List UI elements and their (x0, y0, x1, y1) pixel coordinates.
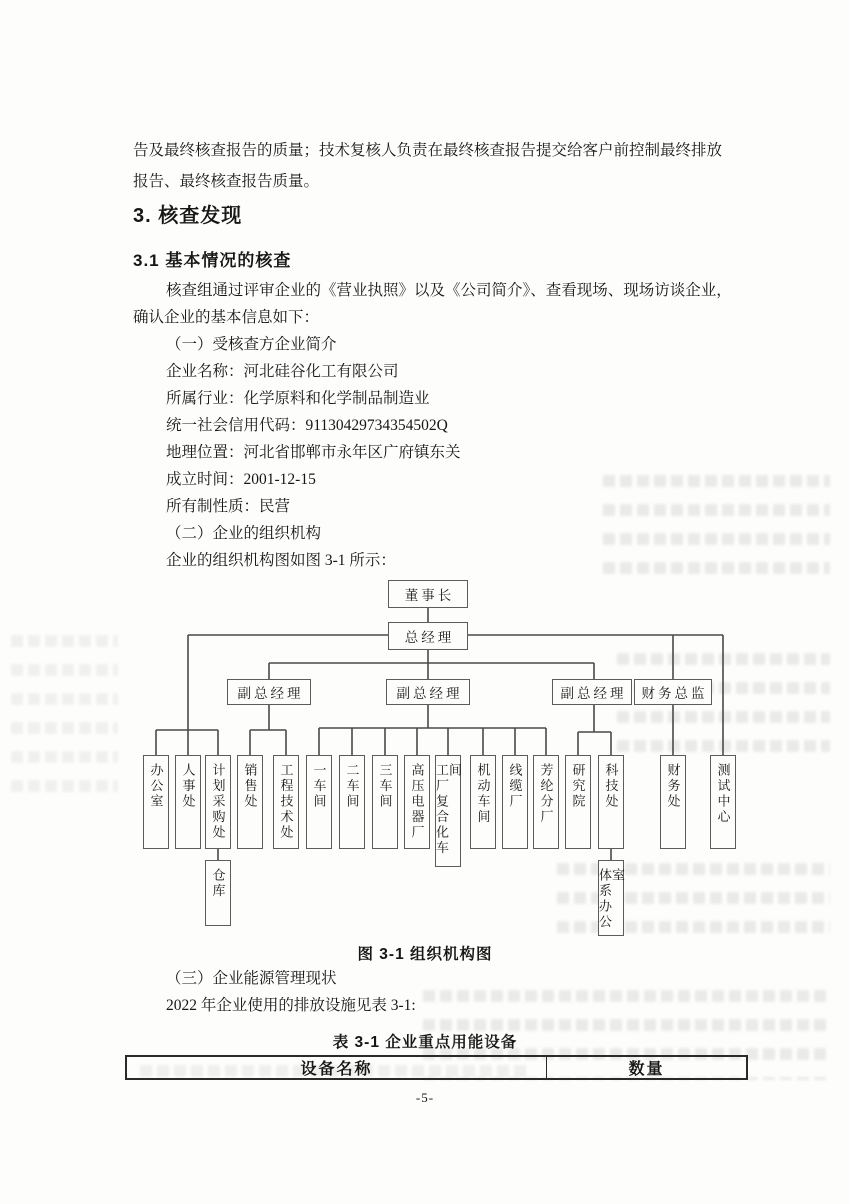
page-number: -5- (415, 1090, 435, 1105)
info-line: （一）受核查方企业简介 (166, 336, 337, 353)
org-dept-aramid-branch (533, 755, 559, 849)
section3-heading: （三）企业能源管理现状 (166, 970, 337, 987)
org-dept-label: 研究院 (570, 763, 586, 810)
org-node-deputy-gm-3 (552, 679, 632, 705)
subsection-heading: 3.1 基本情况的核查 (133, 251, 292, 270)
table-caption: 表 3-1 企业重点用能设备 (332, 1034, 518, 1051)
info-line: 地理位置：河北省邯郸市永年区广府镇东关 (166, 444, 461, 461)
org-sub-warehouse (205, 860, 231, 926)
org-dept-label: 一车间 (311, 763, 327, 810)
org-dept-workshop-3 (372, 755, 398, 849)
org-dept-label: 体系办公室 (597, 868, 625, 930)
info-line: 统一社会信用代码：91130429734354502Q (166, 417, 448, 434)
org-node-label: 副总经理 (560, 686, 627, 701)
org-dept-label: 芳纶分厂 (538, 763, 554, 825)
org-dept-cable-plant (502, 755, 528, 849)
org-sub-system-office (598, 860, 624, 936)
paragraph-line-1: 核查组通过评审企业的《营业执照》以及《公司简介》、查看现场、现场访谈企业， (166, 282, 732, 299)
org-node-cfo (634, 679, 712, 705)
org-dept-label: 财务处 (665, 763, 681, 810)
org-dept-office (143, 755, 169, 849)
org-dept-workshop-1 (306, 755, 332, 849)
table-header-quantity: 数量 (628, 1061, 665, 1078)
org-dept-hv-electric-plant (404, 755, 430, 849)
org-node-deputy-gm-1 (227, 679, 311, 705)
org-node-deputy-gm-2 (386, 679, 470, 705)
section3-line: 2022 年企业使用的排放设施见表 3-1: (166, 997, 416, 1014)
paragraph-line-2: 确认企业的基本信息如下： (133, 309, 320, 326)
info-line: 企业名称：河北硅谷化工有限公司 (166, 363, 399, 380)
table-header-equipment-name: 设备名称 (127, 1057, 547, 1078)
org-dept-label: 科技处 (603, 763, 619, 810)
intro-line-1: 告及最终核查报告的质量；技术复核人负责在最终核查报告提交给客户前控制最终排放 (133, 142, 723, 159)
equipment-table (125, 1055, 748, 1080)
org-dept-label: 计划采购处 (210, 763, 226, 841)
org-dept-workshop-2 (339, 755, 365, 849)
org-node-label: 副总经理 (396, 686, 463, 701)
org-dept-mobile-workshop (470, 755, 496, 849)
org-node-label: 董事长 (404, 588, 455, 603)
info-line: 成立时间：2001-12-15 (166, 471, 316, 488)
org-dept-label: 线缆厂 (507, 763, 523, 810)
org-dept-finance (660, 755, 686, 849)
org-dept-label: 三车间 (377, 763, 393, 810)
org-dept-factory-composite-workshop (435, 755, 461, 867)
org-dept-test-center (710, 755, 736, 849)
org-dept-hr (175, 755, 201, 849)
org-node-chairman (388, 580, 468, 608)
intro-line-2: 报告、最终核查报告质量。 (133, 173, 320, 190)
org-dept-label: 工程技术处 (278, 763, 294, 841)
org-dept-label: 人事处 (180, 763, 196, 810)
figure-caption: 图 3-1 组织机构图 (357, 946, 493, 963)
info-line: 企业的组织机构图如图 3-1 所示： (166, 552, 396, 569)
org-dept-sci-tech (598, 755, 624, 849)
org-node-general-manager (388, 622, 468, 650)
org-dept-label: 二车间 (344, 763, 360, 810)
org-dept-label: 仓库 (210, 868, 226, 899)
org-dept-label: 销售处 (242, 763, 258, 810)
info-line: （二）企业的组织机构 (166, 525, 322, 542)
org-dept-label: 高压电器厂 (409, 763, 425, 841)
org-dept-research-institute (565, 755, 591, 849)
org-dept-sales (237, 755, 263, 849)
org-dept-planning-procurement (205, 755, 231, 849)
section-heading: 3. 核查发现 (133, 205, 243, 227)
org-dept-label: 机动车间 (475, 763, 491, 825)
org-dept-label: 工厂复合化车间 (434, 763, 462, 856)
org-dept-label: 测试中心 (715, 763, 731, 825)
org-dept-label: 办公室 (148, 763, 164, 810)
info-line: 所属行业：化学原料和化学制品制造业 (166, 390, 430, 407)
org-node-label: 总经理 (404, 630, 455, 645)
org-node-label: 财务总监 (641, 686, 708, 701)
info-line: 所有制性质：民营 (166, 498, 291, 515)
org-dept-engineering-tech (273, 755, 299, 849)
org-node-label: 副总经理 (237, 686, 304, 701)
